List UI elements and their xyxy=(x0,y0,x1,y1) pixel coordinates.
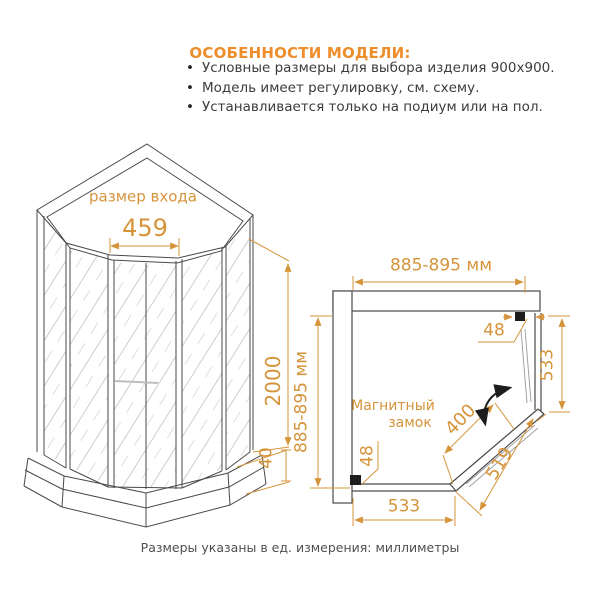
feature-item: • Условные размеры для выбора изделия 900x900. xyxy=(184,60,584,77)
dim-plan-depth: 885-895 мм xyxy=(291,350,312,454)
dim-profile-top: 48 xyxy=(483,320,505,341)
dim-side-right: 533 xyxy=(537,348,558,382)
wall-top xyxy=(333,291,540,311)
bottom-profile xyxy=(352,484,456,491)
dim-profile-bottom: 48 xyxy=(357,445,378,467)
top-frame-inner xyxy=(47,158,243,263)
dim-plan-width: 885-895 мм xyxy=(389,255,493,276)
dim-door-width: 400 xyxy=(441,400,481,440)
right-glass xyxy=(521,329,531,403)
units-note: Размеры указаны в ед. измерения: миллиметры xyxy=(140,540,460,555)
magnet-block-top xyxy=(515,312,525,321)
page-title: ОСОБЕННОСТИ МОДЕЛИ: xyxy=(189,44,411,62)
dim-base-height: 40 xyxy=(256,447,277,469)
dim-side-bottom: 533 xyxy=(387,496,421,517)
wall-left xyxy=(333,291,352,503)
feature-list xyxy=(184,60,584,119)
glass-hatch xyxy=(44,214,250,487)
feature-item: • Устанавливается только на подиум или на пол. xyxy=(184,99,584,116)
magnet-block-bottom xyxy=(350,475,361,485)
entrance-size-label: размер входа xyxy=(89,187,197,206)
magnetic-lock-label: Магнитный xyxy=(351,398,435,414)
feature-item: • Модель имеет регулировку, см. схему. xyxy=(184,80,584,97)
plan-drawing xyxy=(333,291,544,503)
dim-height: 2000 xyxy=(261,355,285,407)
dim-entrance-width: 459 xyxy=(122,214,168,242)
dim-diagonal: 519 xyxy=(481,443,518,484)
magnetic-lock-label: замок xyxy=(388,415,432,431)
